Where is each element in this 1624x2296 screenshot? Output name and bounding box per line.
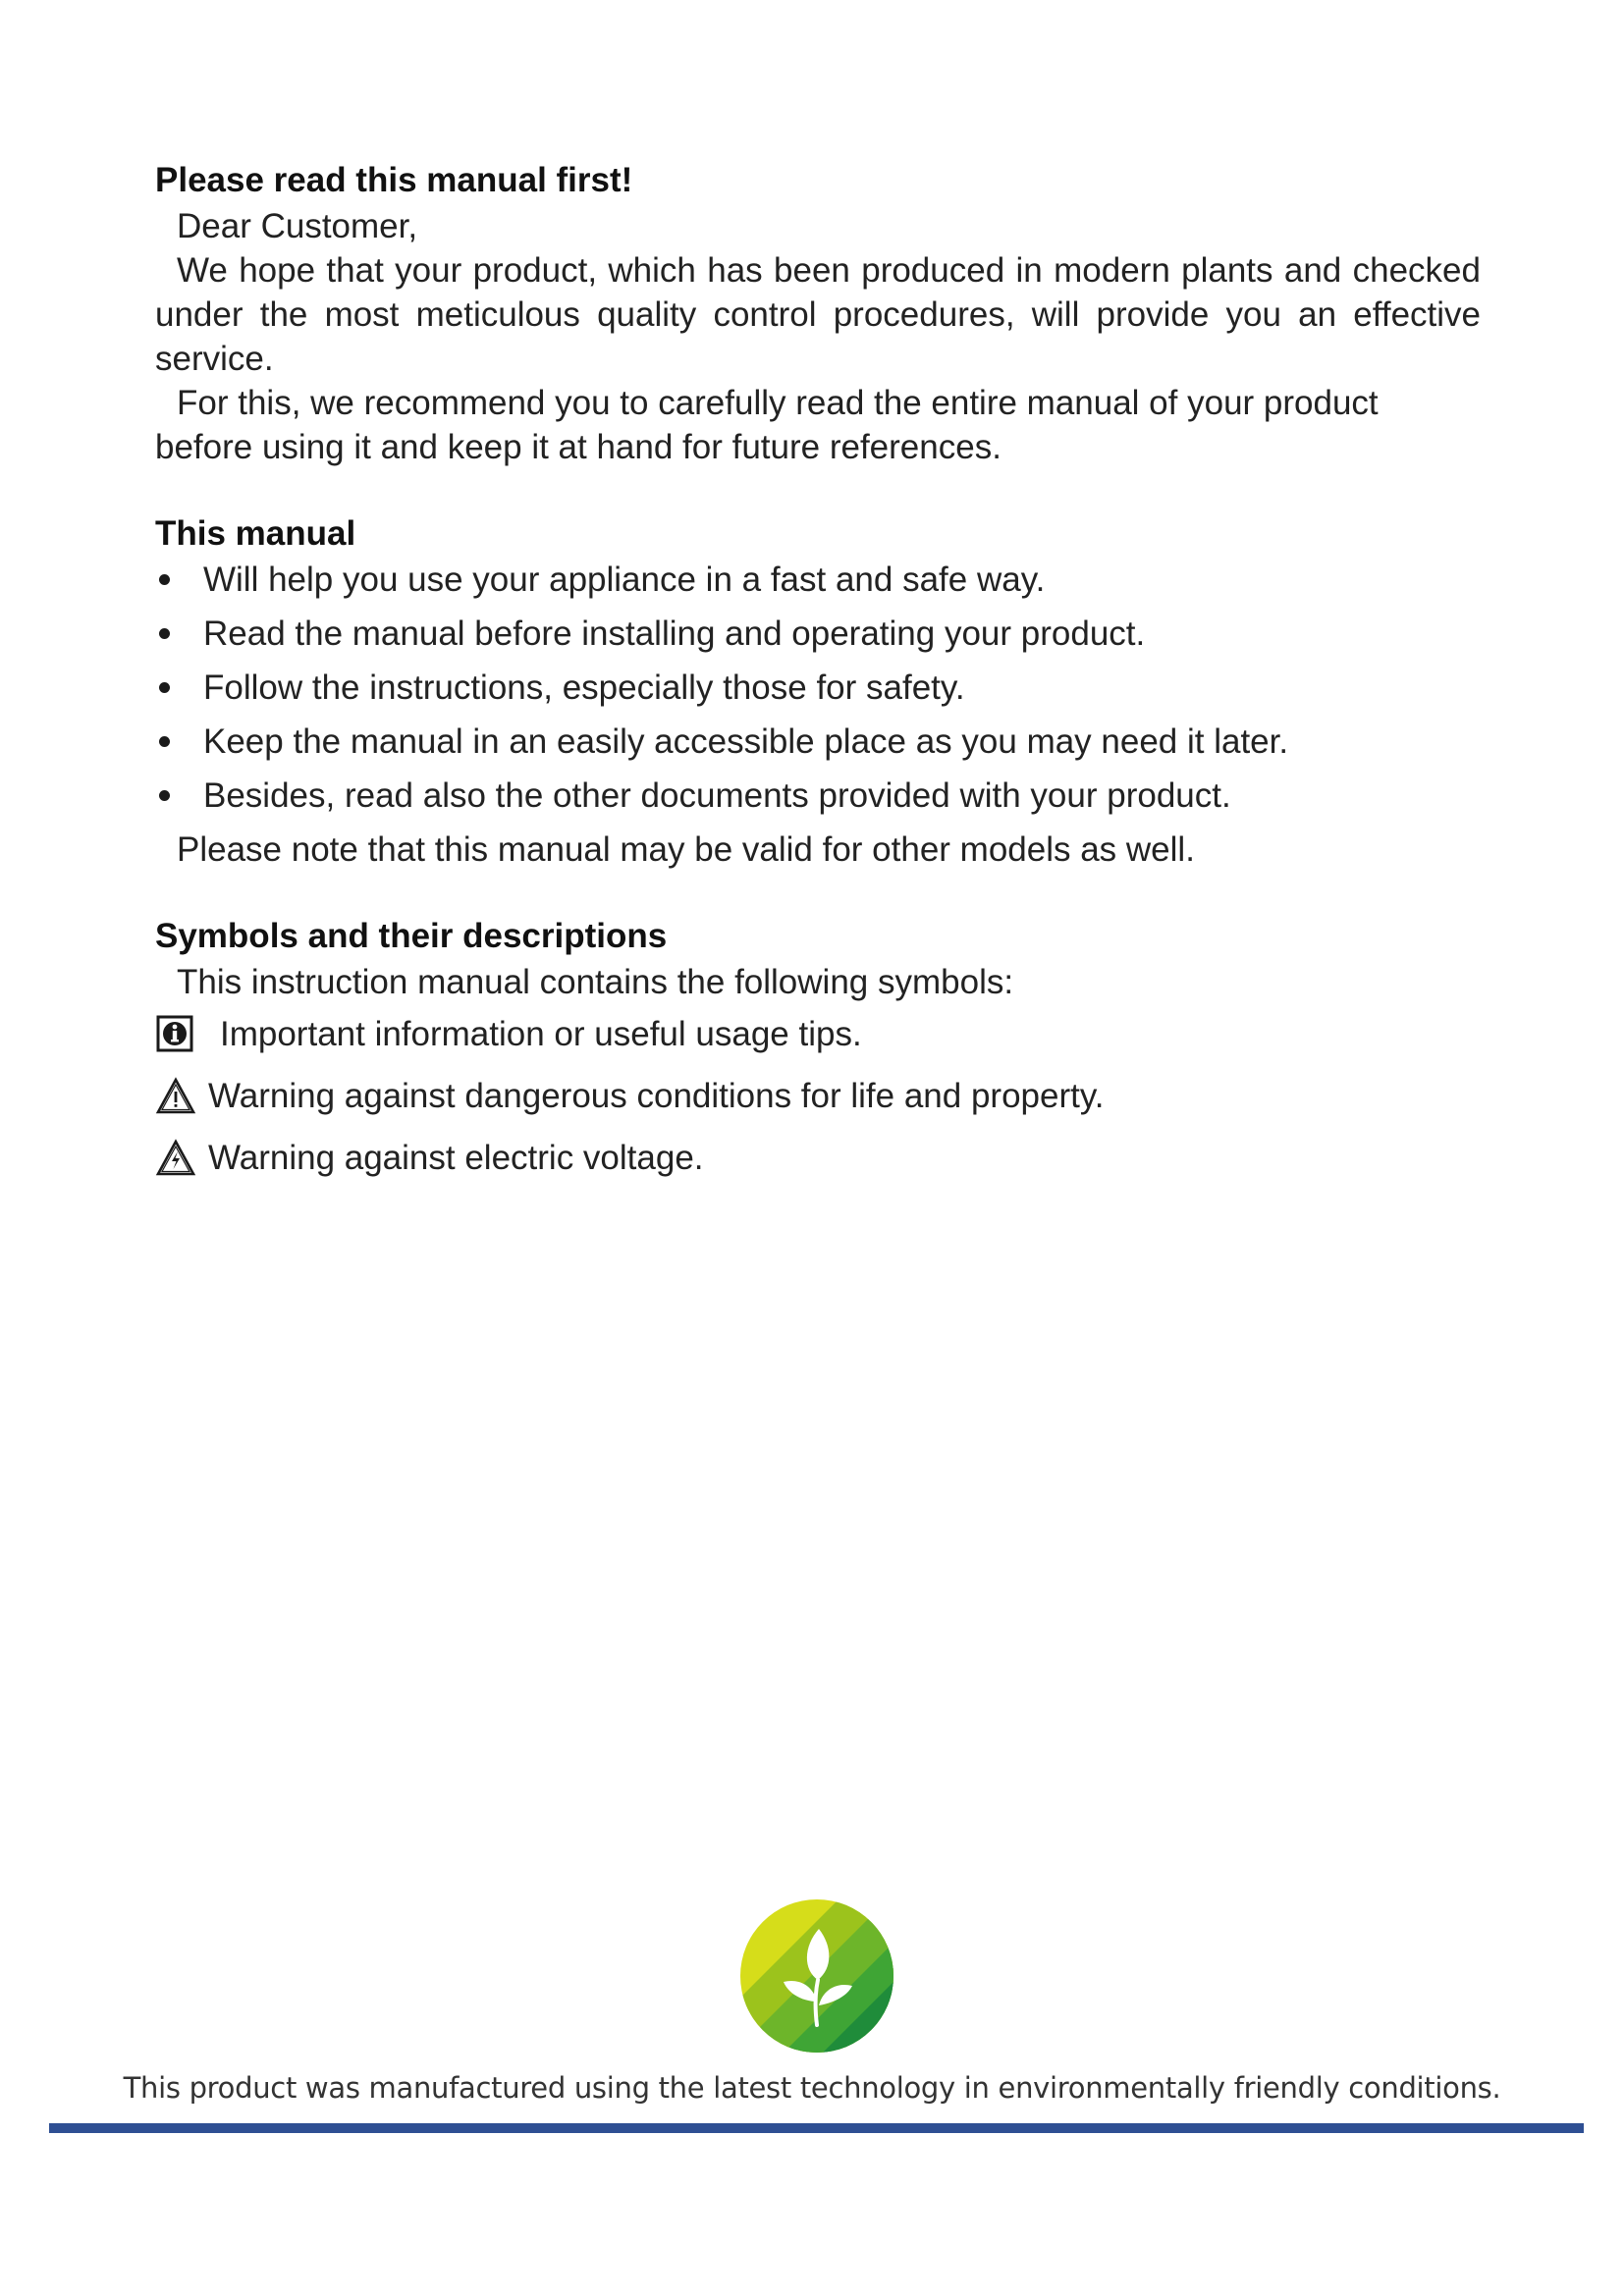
symbol-description: Warning against electric voltage.: [208, 1139, 704, 1177]
symbol-row-electric: [155, 1136, 1481, 1180]
symbol-description: Important information or useful usage tips.: [220, 1015, 862, 1053]
intro-paragraph-2: For this, we recommend you to carefully read the entire manual of your product before using it and keep it at hand for future references.: [155, 384, 1379, 466]
symbols-heading: Symbols and their descriptions: [155, 917, 668, 955]
info-icon: [155, 1014, 196, 1055]
symbol-row-warning: [155, 1074, 1481, 1118]
list-item: [155, 558, 1481, 602]
list-item: [155, 666, 1481, 710]
bullet-icon: [159, 790, 170, 801]
symbols-intro: This instruction manual contains the following symbols:: [177, 963, 1014, 1001]
warning-triangle-icon: [155, 1076, 196, 1117]
bullet-icon: [159, 574, 170, 585]
manual-heading: This manual: [155, 514, 356, 553]
list-item: [155, 774, 1481, 818]
intro-heading: Please read this manual first!: [155, 161, 633, 199]
manual-bullet-list: [155, 558, 1481, 818]
list-item: [155, 720, 1481, 764]
symbol-row-info: [155, 1012, 1481, 1056]
list-item-text: Besides, read also the other documents provided with your product.: [203, 776, 1231, 815]
bullet-icon: [159, 682, 170, 693]
bullet-icon: [159, 628, 170, 639]
bullet-icon: [159, 736, 170, 747]
intro-paragraph-1: We hope that your product, which has been produced in modern plants and checked under the most meticulous quality control procedures, will provide you an effective service.: [155, 251, 1481, 378]
greeting: Dear Customer,: [177, 207, 418, 245]
manual-page: [155, 157, 1481, 1198]
section-gap: [155, 469, 1481, 510]
list-item-text: Read the manual before installing and operating your product.: [203, 614, 1146, 653]
footer-divider-bar: [49, 2123, 1584, 2133]
eco-footer-note: This product was manufactured using the latest technology in environmentally friendly conditions.: [123, 2071, 1501, 2105]
electric-warning-icon: [155, 1138, 196, 1179]
symbol-description: Warning against dangerous conditions for life and property.: [208, 1077, 1105, 1115]
list-item-text: Will help you use your appliance in a fast and safe way.: [203, 561, 1046, 599]
manual-note: Please note that this manual may be valid for other models as well.: [177, 830, 1195, 869]
list-item: [155, 612, 1481, 656]
list-item-text: Keep the manual in an easily accessible place as you may need it later.: [203, 722, 1289, 761]
eco-leaf-logo: [740, 1899, 893, 2053]
list-item-text: Follow the instructions, especially those for safety.: [203, 668, 965, 707]
section-gap: [155, 872, 1481, 913]
